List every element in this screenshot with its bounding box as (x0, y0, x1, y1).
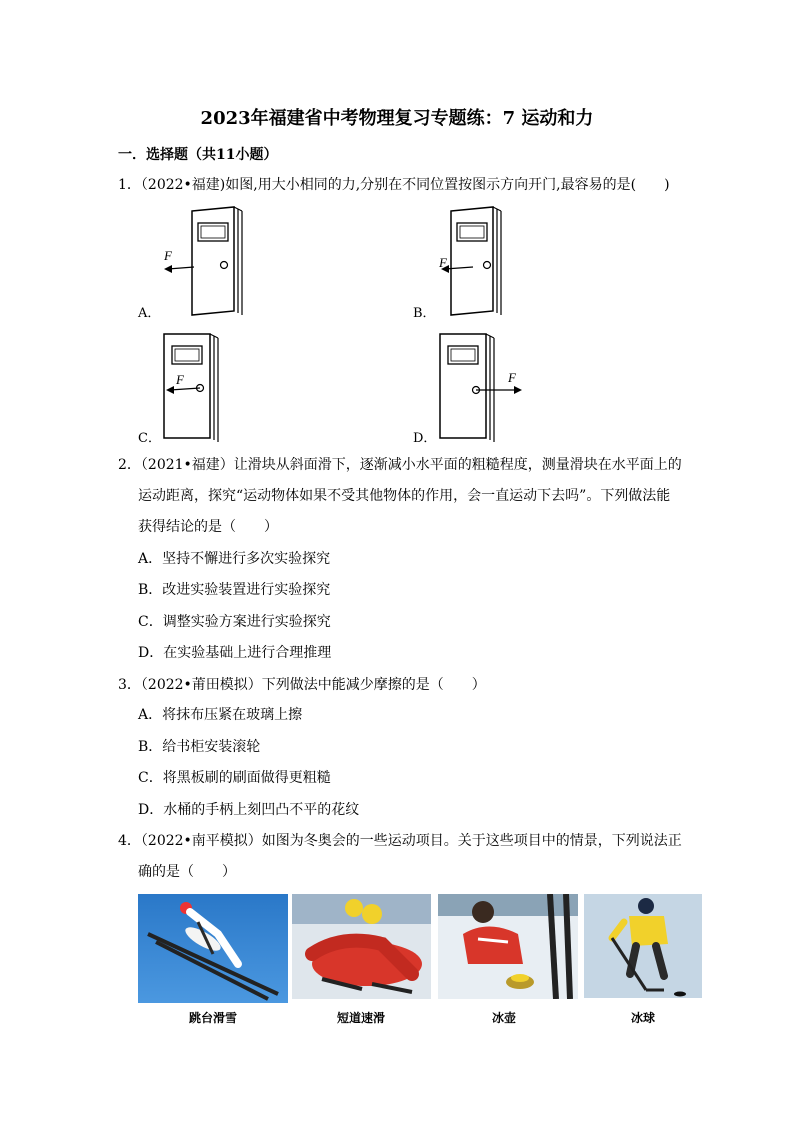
question-2-option-b: B．改进实验装置进行实验探究 (138, 582, 331, 598)
question-2-stem-line1: 2．（2021•福建）让滑块从斜面滑下，逐渐减小水平面的粗糙程度，测量滑块在水平面上的 (118, 457, 682, 473)
ice-hockey-photo (584, 894, 702, 998)
question-2-stem-line3: 获得结论的是（ ） (138, 519, 278, 535)
force-label: F (176, 372, 184, 387)
question-2-option-a: A．坚持不懈进行多次实验探究 (138, 551, 331, 567)
ski-jumping-photo (138, 894, 288, 1003)
door-diagram-a (160, 205, 260, 317)
question-3-option-b: B．给书柜安装滚轮 (138, 739, 261, 755)
question-3-option-c: C．将黑板刷的刷面做得更粗糙 (138, 770, 331, 786)
caption-curling: 冰壶 (491, 1011, 516, 1025)
question-3-stem: 3．（2022•莆田模拟）下列做法中能减少摩擦的是（ ） (118, 677, 486, 693)
question-3-option-a: A．将抹布压紧在玻璃上擦 (138, 707, 303, 723)
question-2-option-c: C．调整实验方案进行实验探究 (138, 614, 331, 630)
door-diagram-c (160, 328, 260, 444)
question-3-option-d: D．水桶的手柄上刻凹凸不平的花纹 (138, 802, 360, 818)
force-label: F (439, 255, 447, 270)
question-2-option-d: D．在实验基础上进行合理推理 (138, 645, 332, 661)
caption-ice-hockey: 冰球 (630, 1011, 655, 1025)
question-1-stem: 1．（2022•福建)如图,用大小相同的力,分别在不同位置按图示方向开门,最容易的是( ) (118, 177, 670, 193)
question-4-stem-line2: 确的是（ ） (138, 864, 236, 880)
option-d-label: D． (413, 431, 437, 446)
option-c-label: C． (138, 431, 161, 446)
caption-short-track: 短道速滑 (336, 1011, 385, 1025)
question-4-stem-line1: 4．（2022•南平模拟）如图为冬奥会的一些运动项目。关于这些项目中的情景，下列说法正 (118, 833, 682, 849)
option-a-label: A． (138, 306, 161, 321)
caption-ski-jumping: 跳台滑雪 (188, 1011, 237, 1025)
door-diagram-b (425, 205, 525, 317)
curling-photo (438, 894, 578, 999)
question-2-stem-line2: 运动距离，探究“运动物体如果不受其他物体的作用，会一直运动下去吗”。下列做法能 (138, 488, 671, 504)
force-label: F (508, 370, 516, 385)
page-title: 2023年福建省中考物理复习专题练：7 运动和力 (200, 108, 594, 129)
section-heading: 一．选择题（共11小题） (118, 147, 278, 163)
option-b-label: B． (413, 306, 436, 321)
door-diagram-d (436, 328, 536, 444)
short-track-photo (292, 894, 431, 999)
force-label: F (164, 248, 172, 263)
